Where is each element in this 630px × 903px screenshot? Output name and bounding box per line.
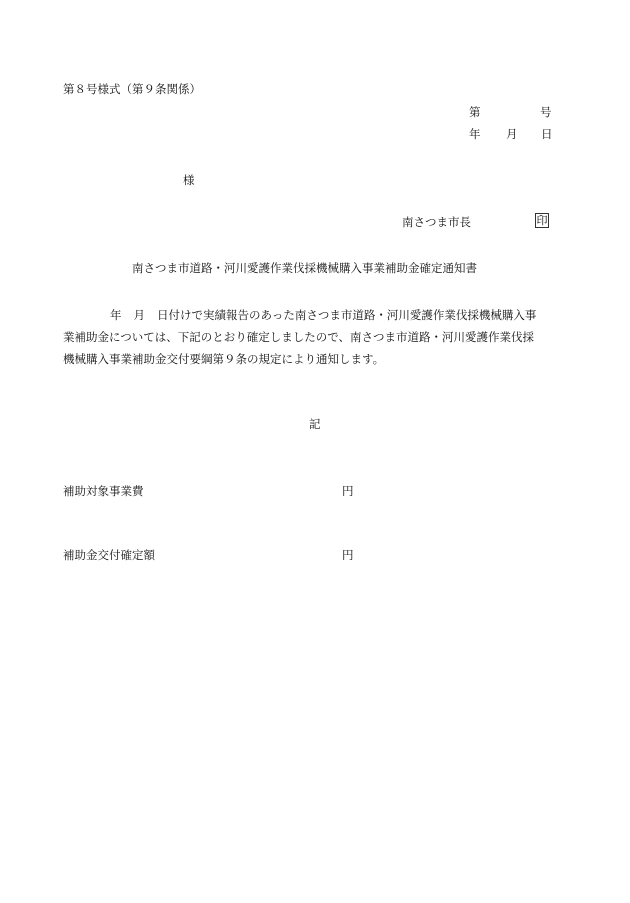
body-year-label: 年: [110, 308, 122, 322]
body-line-3: 機械購入事業補助金交付要綱第９条の規定により通知します。: [63, 352, 385, 366]
body-line-1: [63, 304, 563, 326]
date-year-label: 年: [469, 127, 481, 141]
item-label-subsidy-target-cost: 補助対象事業費: [63, 484, 144, 498]
recipient-honorific: 様: [183, 173, 195, 187]
item-unit-yen: 円: [342, 548, 354, 562]
body-line-1-text: 日付けで実績報告のあった南さつま市道路・河川愛護作業伐採機械購入事: [157, 308, 537, 322]
document-number-suffix: 号: [540, 105, 552, 119]
date-month-label: 月: [506, 127, 518, 141]
body-line-2: 業補助金については、下記のとおり確定しましたので、南さつま市道路・河川愛護作業伐採: [63, 330, 535, 344]
sender-name: 南さつま市長: [402, 215, 471, 229]
form-number: 第８号様式（第９条関係）: [63, 82, 201, 96]
document-title: 南さつま市道路・河川愛護作業伐採機械購入事業補助金確定通知書: [132, 261, 477, 275]
ki-heading: 記: [309, 417, 321, 431]
body-month-label: 月: [133, 308, 145, 322]
date-day-label: 日: [541, 127, 553, 141]
body-paragraph: [63, 304, 563, 370]
seal-stamp: 印: [536, 214, 548, 227]
document-number-label: 第: [469, 105, 481, 119]
item-label-subsidy-confirmed-amount: 補助金交付確定額: [63, 548, 155, 562]
item-unit-yen: 円: [342, 484, 354, 498]
